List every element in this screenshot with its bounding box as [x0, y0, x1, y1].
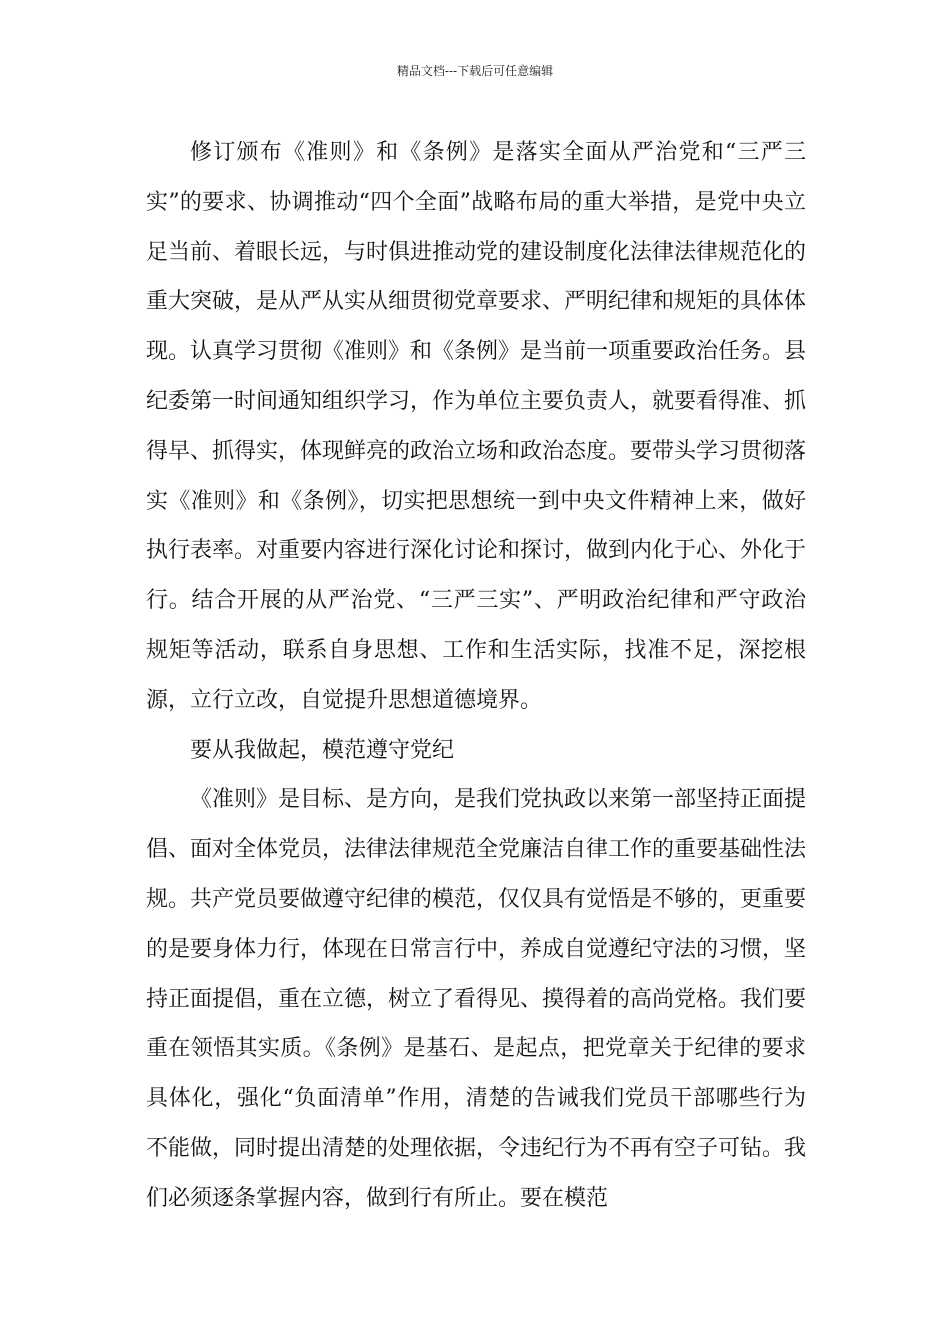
document-body — [146, 128, 806, 1224]
page-header: 精品文档---下载后可任意编辑 — [396, 64, 554, 78]
paragraph-2: 《准则》是目标、是方向，是我们党执政以来第一部坚持正面提倡、面对全体党员，法律法律规范全党廉洁自律工作的重要基础性法规。共产党员要做遵守纪律的模范，仅仅具有觉悟是不够的，更重要的是要身体力行，体现在日常言行中，养成自觉遵纪守法的习惯，坚持正面提倡，重在立德，树立了看得见、摸得着的高尚党格。我们要重在领悟其实质。《条例》是基石、是起点，把党章关于纪律的要求具体化，强化“负面清单”作用，清楚的告诫我们党员干部哪些行为不能做，同时提出清楚的处理依据，令违纪行为不再有空子可钻。我们必须逐条掌握内容，做到行有所止。要在模范 — [146, 787, 807, 1211]
section-heading: 要从我做起，模范遵守党纪 — [190, 737, 455, 763]
paragraph-1: 修订颁布《准则》和《条例》是落实全面从严治党和“三严三实”的要求、协调推动“四个全面”战略布局的重大举措，是党中央立足当前、着眼长远，与时俱进推动党的建设制度化法律法律规范化的重大突破，是从严从实从细贯彻党章要求、严明纪律和规矩的具体体现。认真学习贯彻《准则》和《条例》是当前一项重要政治任务。县纪委第一时间通知组织学习，作为单位主要负责人，就要看得准、抓得早、抓得实，体现鲜亮的政治立场和政治态度。要带头学习贯彻落实《准则》和《条例》，切实把思想统一到中央文件精神上来，做好执行表率。对重要内容进行深化讨论和探讨，做到内化于心、外化于行。结合开展的从严治党、“三严三实”、严明政治纪律和严守政治规矩等活动，联系自身思想、工作和生活实际，找准不足，深挖根源，立行立改，自觉提升思想道德境界。 — [146, 140, 807, 713]
